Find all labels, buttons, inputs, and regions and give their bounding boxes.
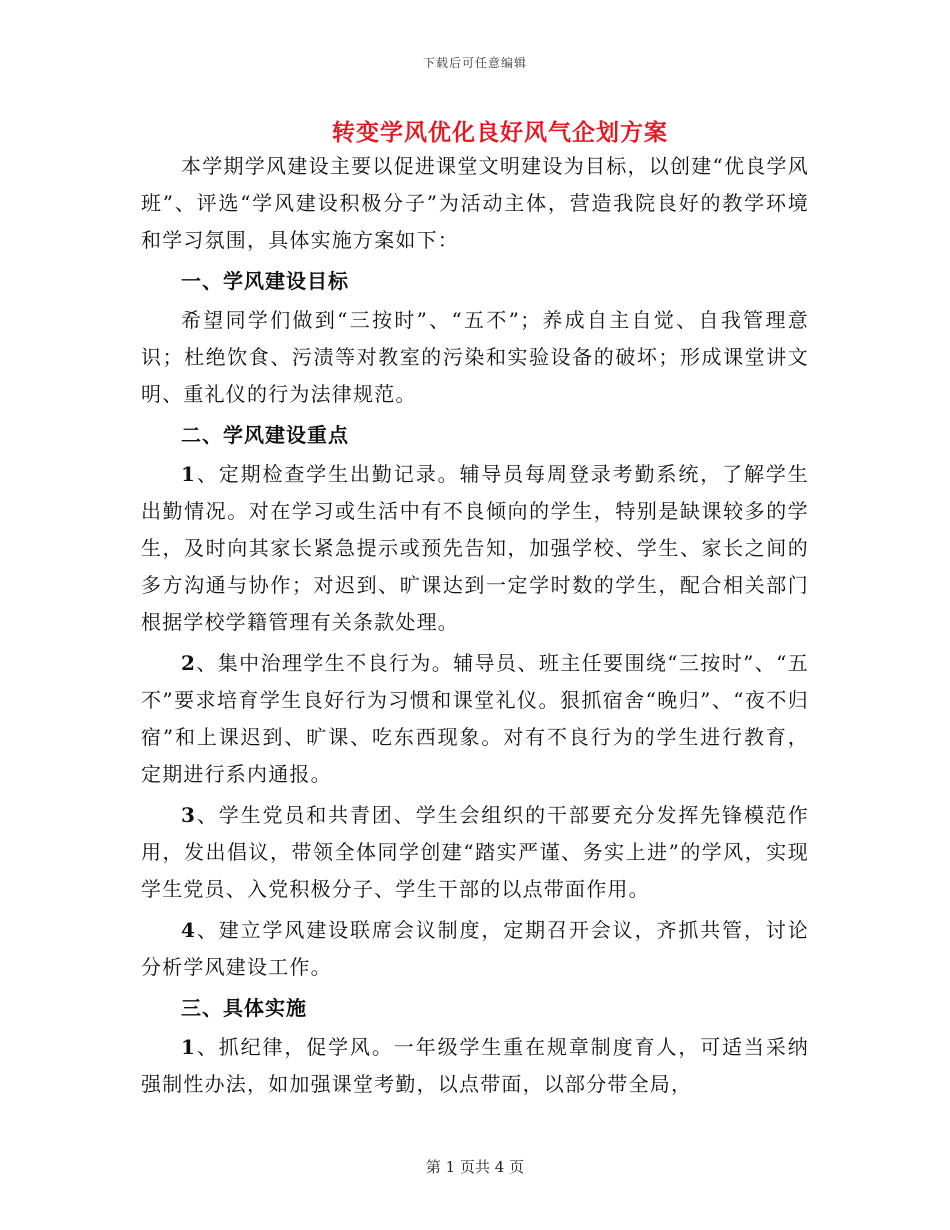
document-body (141, 148, 809, 1103)
item-number: 1 (181, 462, 197, 486)
intro-paragraph: 本学期学风建设主要以促进课堂文明建设为目标，以创建“优良学风班”、评选“学风建设积极分子”为活动主体，营造我院良好的教学环境和学习氛围，具体实施方案如下： (141, 154, 809, 252)
item-text: 、学生党员和共青团、学生会组织的干部要充分发挥先锋模范作用，发出倡议，带领全体同学创建“踏实严谨、务实上进”的学风，实现学生党员、入党积极分子、学生干部的以点带面作用。 (141, 803, 809, 901)
section-heading-focus: 二、学风建设重点 (181, 423, 349, 447)
item-number: 1 (181, 1035, 197, 1059)
implementation-item-1 (141, 1029, 809, 1103)
section-heading-implementation: 三、具体实施 (181, 996, 307, 1020)
document-title: 转变学风优化良好风气企划方案 (332, 119, 668, 146)
item-text: 、抓纪律，促学风。一年级学生重在规章制度育人，可适当采纳强制性办法，如加强课堂考勤，以点带面，以部分带全局， (141, 1035, 809, 1096)
section-heading-goals: 一、学风建设目标 (181, 269, 349, 293)
item-text: 、建立学风建设联席会议制度，定期召开会议，齐抓共管，讨论分析学风建设工作。 (141, 918, 809, 979)
focus-item-4 (141, 912, 809, 986)
item-number: 2 (181, 651, 197, 675)
focus-item-3 (141, 797, 809, 908)
item-text: 、定期检查学生出勤记录。辅导员每周登录考勤系统，了解学生出勤情况。对在学习或生活中有不良倾向的学生，特别是缺课较多的学生，及时向其家长紧急提示或预先告知，加强学校、学生、家长之间的多方沟通与协作；对迟到、旷课达到一定学时数的学生，配合相关部门根据学校学籍管理有关条款处理。 (141, 462, 809, 634)
item-number: 4 (181, 918, 197, 942)
focus-item-2 (141, 645, 809, 793)
focus-item-1 (141, 456, 809, 641)
item-text: 、集中治理学生不良行为。辅导员、班主任要围绕“三按时”、“五不”要求培育学生良好行为习惯和课堂礼仪。狠抓宿舍“晚归”、“夜不归宿”和上课迟到、旷课、吃东西现象。对有不良行为的学生进行教育，定期进行系内通报。 (141, 651, 809, 786)
page-number: 第 1 页共 4 页 (425, 1158, 525, 1176)
goals-paragraph: 希望同学们做到“三按时”、“五不”；养成自主自觉、自我管理意识；杜绝饮食、污渍等对教室的污染和实验设备的破坏；形成课堂讲文明、重礼仪的行为法律规范。 (141, 308, 809, 406)
item-number: 3 (181, 803, 197, 827)
header-note: 下载后可任意编辑 (422, 56, 527, 70)
